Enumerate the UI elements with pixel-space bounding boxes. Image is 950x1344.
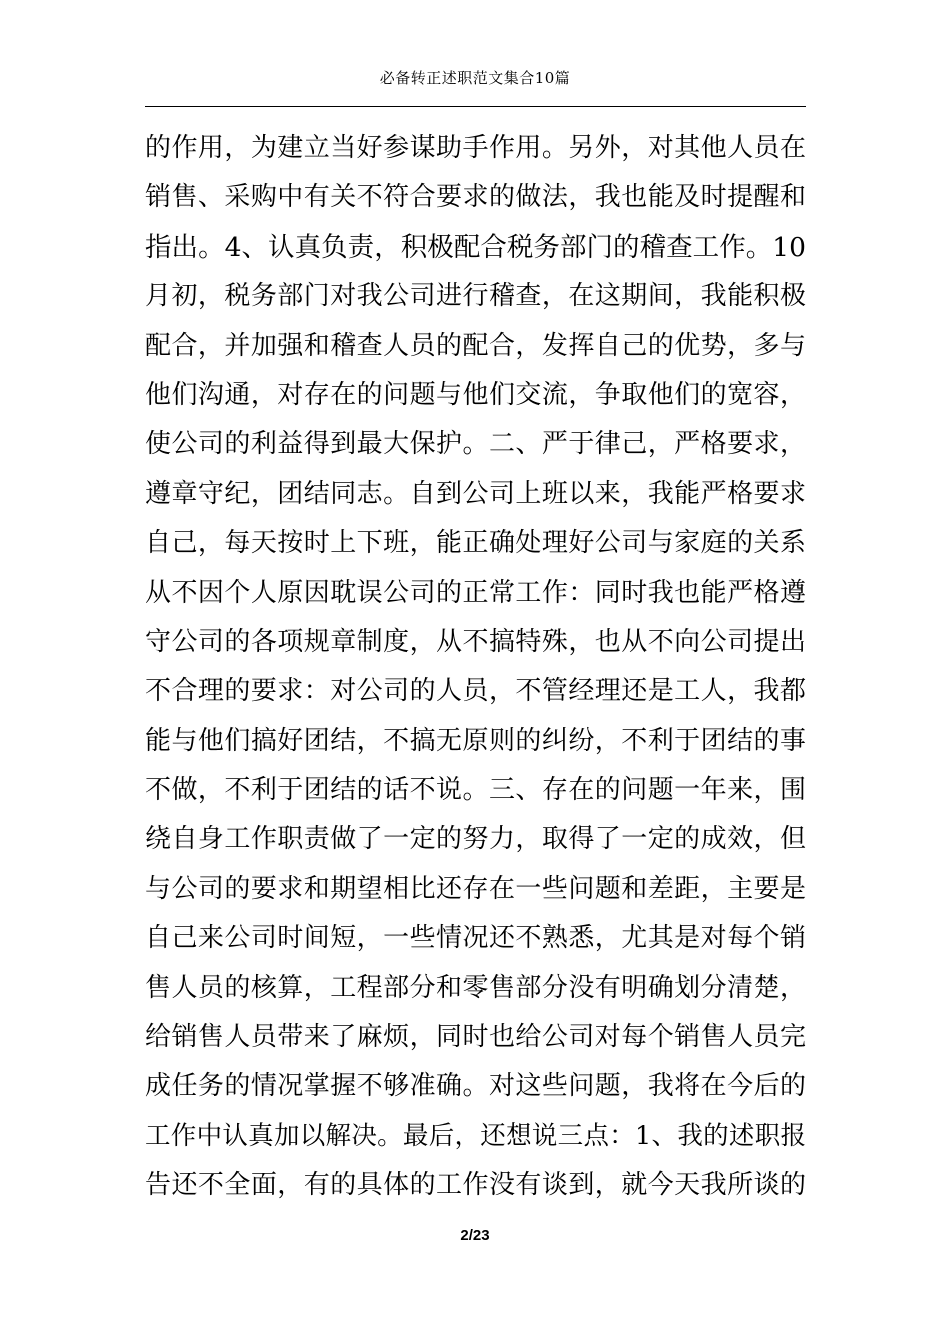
text-line: 自己来公司时间短，一些情况还不熟悉，尤其是对每个销	[145, 923, 806, 954]
text-line: 销售、采购中有关不符合要求的做法，我也能及时提醒和	[145, 182, 806, 213]
text-line: 从不因个人原因耽误公司的正常工作：同时我也能严格遵	[145, 577, 806, 608]
text-line: 工作中认真加以解决。最后，还想说三点：1、我的述职报	[145, 1120, 806, 1151]
header-divider	[145, 106, 806, 107]
text-line: 不做，不利于团结的话不说。三、存在的问题一年来，围	[145, 775, 806, 806]
text-line: 与公司的要求和期望相比还存在一些问题和差距，主要是	[145, 873, 806, 904]
text-line: 指出。4、认真负责，积极配合税务部门的稽查工作。10	[145, 231, 806, 263]
text-line: 遵章守纪，团结同志。自到公司上班以来，我能严格要求	[145, 478, 806, 509]
text-line: 他们沟通，对存在的问题与他们交流，争取他们的宽容，	[145, 379, 806, 410]
text-line: 告还不全面，有的具体的工作没有谈到，就今天我所谈的	[145, 1170, 806, 1201]
text-line: 成任务的情况掌握不够准确。对这些问题，我将在今后的	[145, 1071, 806, 1102]
text-line: 使公司的利益得到最大保护。二、严于律己，严格要求，	[145, 429, 806, 460]
text-line: 售人员的核算，工程部分和零售部分没有明确划分清楚，	[145, 972, 806, 1003]
text-line: 绕自身工作职责做了一定的努力，取得了一定的成效，但	[145, 824, 806, 855]
text-line: 给销售人员带来了麻烦，同时也给公司对每个销售人员完	[145, 1022, 806, 1053]
body-text	[145, 124, 806, 1211]
text-line: 不合理的要求：对公司的人员，不管经理还是工人，我都	[145, 676, 806, 707]
page-number: 2/23	[460, 1227, 490, 1244]
text-line: 配合，并加强和稽查人员的配合，发挥自己的优势，多与	[145, 330, 806, 361]
text-line: 自己，每天按时上下班，能正确处理好公司与家庭的关系	[145, 528, 806, 559]
text-line: 的作用，为建立当好参谋助手作用。另外，对其他人员在	[145, 133, 806, 163]
page-header-title: 必备转正述职范文集合10篇	[379, 69, 571, 87]
text-line: 能与他们搞好团结，不搞无原则的纠纷，不利于团结的事	[145, 725, 806, 756]
text-line: 守公司的各项规章制度，从不搞特殊，也从不向公司提出	[145, 626, 806, 657]
text-line: 月初，税务部门对我公司进行稽查，在这期间，我能积极	[145, 281, 806, 312]
